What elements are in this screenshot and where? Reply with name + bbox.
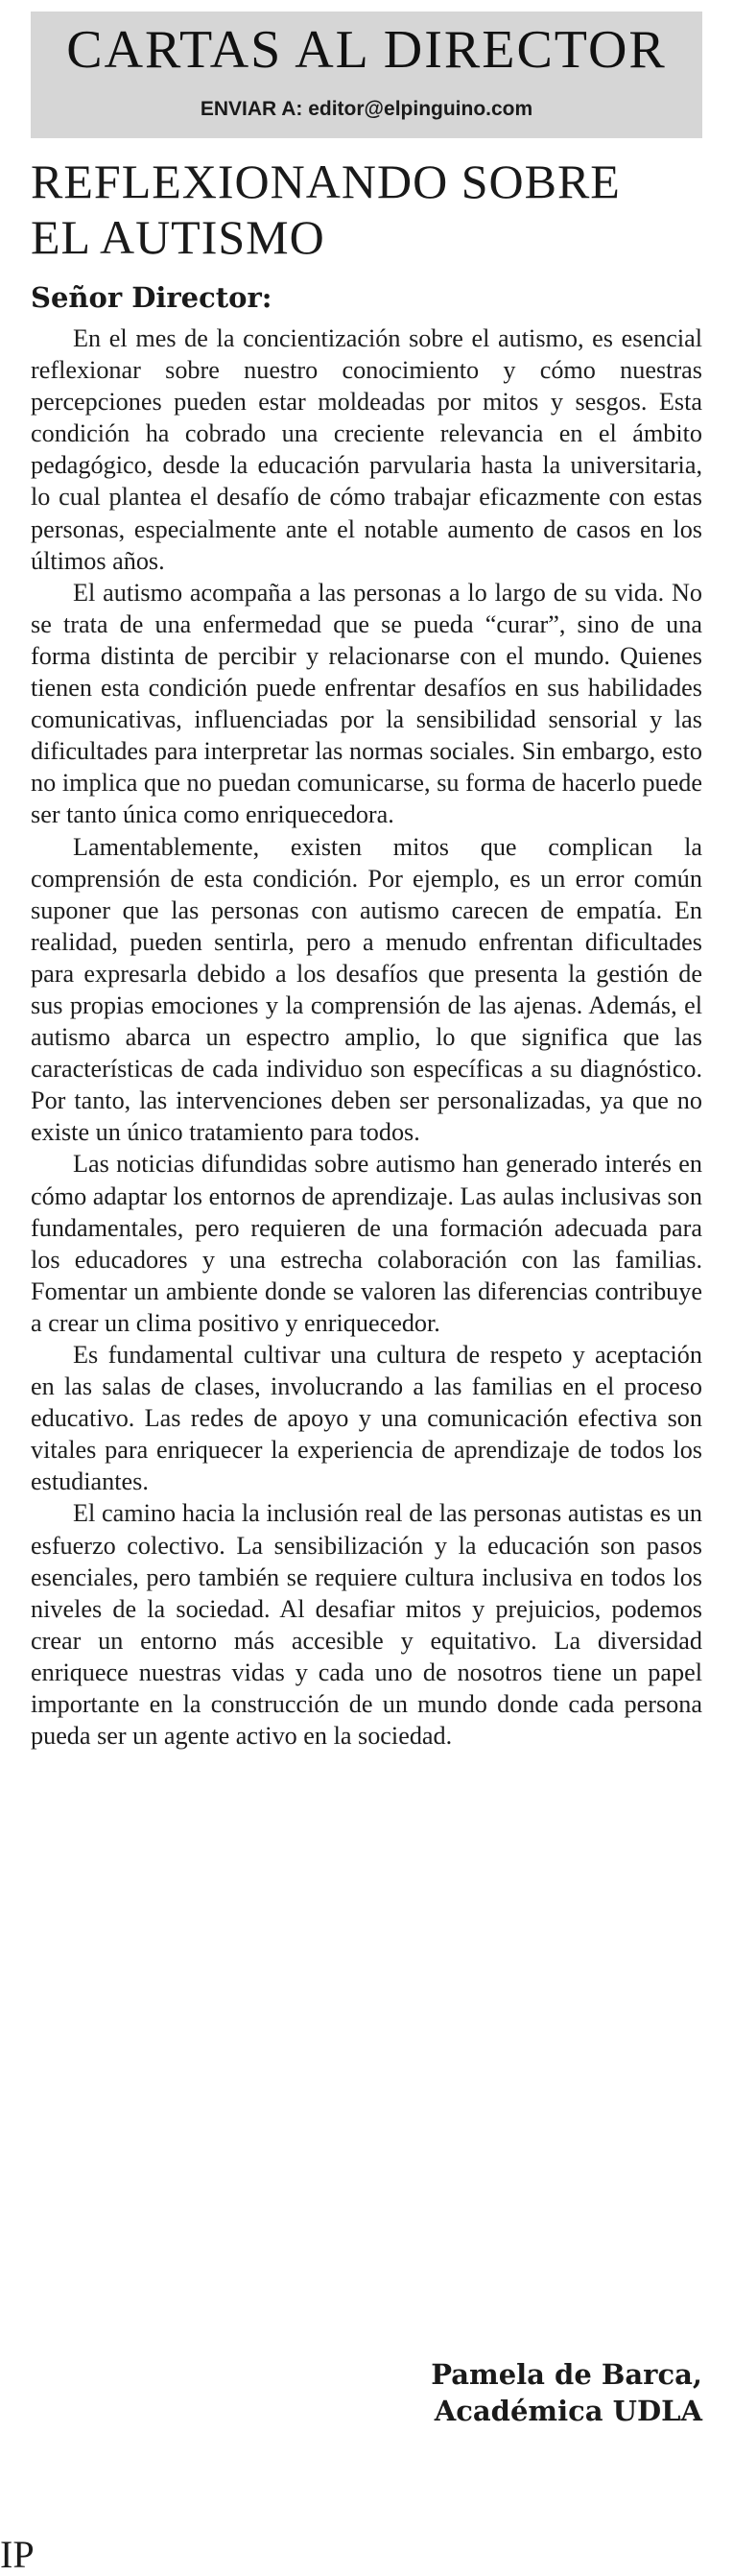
cut-off-text-fragment: IP (0, 2533, 35, 2576)
send-to-email-line: ENVIAR A: editor@elpinguino.com (200, 98, 533, 120)
article-headline (31, 154, 702, 265)
body-paragraph: Lamentablemente, existen mitos que complican la comprensión de esta condición. Por ejemplo, es un error común suponer que las personas con autismo carecen de empatía. En realidad, pueden sentirla, pero a menudo enfrentan dificultades para expresarla debido a los desafíos que presenta la gestión de sus propias emociones y la comprensión de las ajenas. Además, el autismo abarca un espectro amplio, lo que significa que las características de cada individuo son específicas a su diagnóstico. Por tanto, las intervenciones deben ser personalizadas, ya que no existe un único tratamiento para todos. (31, 832, 702, 1147)
body-paragraph: Las noticias difundidas sobre autismo han generado interés en cómo adaptar los entornos de aprendizaje. Las aulas inclusivas son fundamentales, pero requieren de una formación adecuada para los educadores y una estrecha colaboración con las familias. Fomentar un ambiente donde se valoren las diferencias contribuye a crear un clima positivo y enriquecedor. (31, 1150, 702, 1337)
signature-name: Pamela de Barca, (431, 2358, 702, 2391)
letter-salutation: Señor Director: (31, 281, 272, 314)
body-paragraph: Es fundamental cultivar una cultura de respeto y aceptación en las salas de clases, involucrando a las familias en el proceso educativo. Las redes de apoyo y una comunicación efectiva son vitales para enriquecer la experiencia de aprendizaje de todos los estudiantes. (31, 1341, 702, 1496)
body-paragraph: El camino hacia la inclusión real de las personas autistas es un esfuerzo colectivo. La sensibilización y la educación son pasos esenciales, pero también se requiere cultura inclusiva en todos los niveles de la sociedad. Al desafiar mitos y prejuicios, podemos crear un entorno más accesible y equitativo. La diversidad enriquece nuestras vidas y cada uno de nosotros tiene un papel importante en la construcción de un mundo donde cada persona pueda ser un agente activo en la sociedad. (31, 1499, 702, 1751)
section-title: CARTAS AL DIRECTOR (66, 20, 667, 80)
headline-line: EL AUTISMO (31, 210, 325, 264)
body-paragraph: El autismo acompaña a las personas a lo largo de su vida. No se trata de una enfermedad que se pueda “curar”, sino de una forma distinta de percibir y relacionarse con el mundo. Quienes tienen esta condición puede enfrentar desafíos en sus habilidades comunicativas, influenciadas por la sensibilidad sensorial y las dificultades para interpretar las normas sociales. Sin embargo, esto no implica que no puedan comunicarse, su forma de hacerlo puede ser tanto única como enriquecedora. (31, 578, 702, 829)
headline-line: REFLEXIONANDO SOBRE (31, 155, 621, 208)
letter-body (31, 322, 702, 1752)
letter-signature (431, 2356, 702, 2429)
body-paragraph: En el mes de la concientización sobre el autismo, es esencial reflexionar sobre nuestro conocimiento y cómo nuestras percepciones pueden estar moldeadas por mitos y sesgos. Esta condición ha cobrado una creciente relevancia en el ámbito pedagógico, desde la educación parvularia hasta la universitaria, lo cual plantea el desafío de cómo trabajar eficazmente con estas personas, especialmente ante el notable aumento de casos en los últimos años. (31, 324, 702, 575)
signature-title: Académica UDLA (434, 2395, 702, 2427)
